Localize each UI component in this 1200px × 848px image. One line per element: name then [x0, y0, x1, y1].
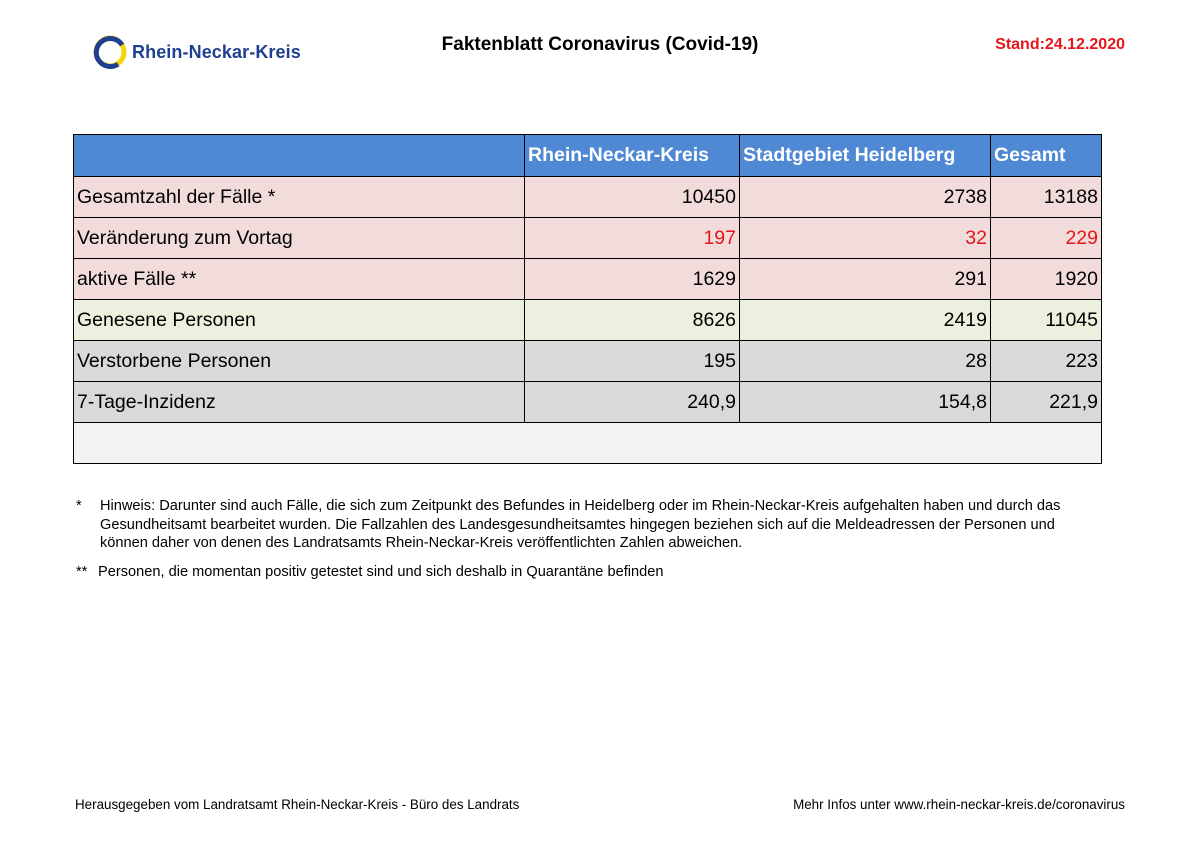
table-header-row	[74, 135, 1102, 177]
table-cell: 28	[740, 341, 991, 382]
facts-table	[73, 134, 1102, 464]
column-header: Stadtgebiet Heidelberg	[740, 135, 991, 177]
table-cell: 11045	[991, 300, 1102, 341]
row-label: Veränderung zum Vortag	[74, 218, 525, 259]
logo-text: Rhein-Neckar-Kreis	[132, 41, 301, 62]
row-label: aktive Fälle **	[74, 259, 525, 300]
footnote-text: Personen, die momentan positiv getestet sind und sich deshalb in Quarantäne befinden	[98, 563, 664, 580]
empty-row	[74, 423, 1102, 464]
row-label: 7-Tage-Inzidenz	[74, 382, 525, 423]
table-row	[74, 177, 1102, 218]
table-cell: 195	[525, 341, 740, 382]
row-label: Genesene Personen	[74, 300, 525, 341]
empty-cell	[74, 423, 1102, 464]
row-label: Verstorbene Personen	[74, 341, 525, 382]
footnote-text: Hinweis: Darunter sind auch Fälle, die sich zum Zeitpunkt des Befundes in Heidelberg oder im Rhein-Neckar-Kreis aufgehalten haben und durch das Gesundheitsamt bearbeitet wurden. Die Fallzahlen des Landesgesundheitsamtes hingegen beziehen sich auf die Meldeadressen der Personen und können daher von denen des Landratsamts Rhein-Neckar-Kreis veröffentlichten Zahlen abweichen.	[100, 498, 1061, 551]
footnote-mark: *	[76, 498, 82, 514]
table-row	[74, 259, 1102, 300]
table-cell: 10450	[525, 177, 740, 218]
table-cell: 197	[525, 218, 740, 259]
column-header	[74, 135, 525, 177]
footnote-mark: **	[76, 563, 88, 580]
table-cell: 8626	[525, 300, 740, 341]
table-cell: 32	[740, 218, 991, 259]
column-header: Rhein-Neckar-Kreis	[525, 135, 740, 177]
publisher-note: Herausgegeben vom Landratsamt Rhein-Neckar-Kreis - Büro des Landrats	[75, 797, 520, 812]
table-cell: 1629	[525, 259, 740, 300]
table-cell: 223	[991, 341, 1102, 382]
row-label: Gesamtzahl der Fälle *	[74, 177, 525, 218]
table-row	[74, 341, 1102, 382]
footnote	[76, 497, 1086, 553]
footnote	[76, 563, 1086, 582]
table-cell: 2419	[740, 300, 991, 341]
table-cell: 1920	[991, 259, 1102, 300]
column-header: Gesamt	[991, 135, 1102, 177]
table-cell: 13188	[991, 177, 1102, 218]
table-row	[74, 300, 1102, 341]
footnotes	[76, 497, 1086, 581]
table-cell: 291	[740, 259, 991, 300]
table-row	[74, 382, 1102, 423]
more-info-note: Mehr Infos unter www.rhein-neckar-kreis.de/coronavirus	[793, 797, 1125, 812]
table-cell: 2738	[740, 177, 991, 218]
table-cell: 154,8	[740, 382, 991, 423]
table-cell: 240,9	[525, 382, 740, 423]
table-cell: 221,9	[991, 382, 1102, 423]
date-stamp: Stand:24.12.2020	[995, 36, 1125, 53]
table-row	[74, 218, 1102, 259]
table-cell: 229	[991, 218, 1102, 259]
page-title: Faktenblatt Coronavirus (Covid-19)	[441, 34, 759, 55]
